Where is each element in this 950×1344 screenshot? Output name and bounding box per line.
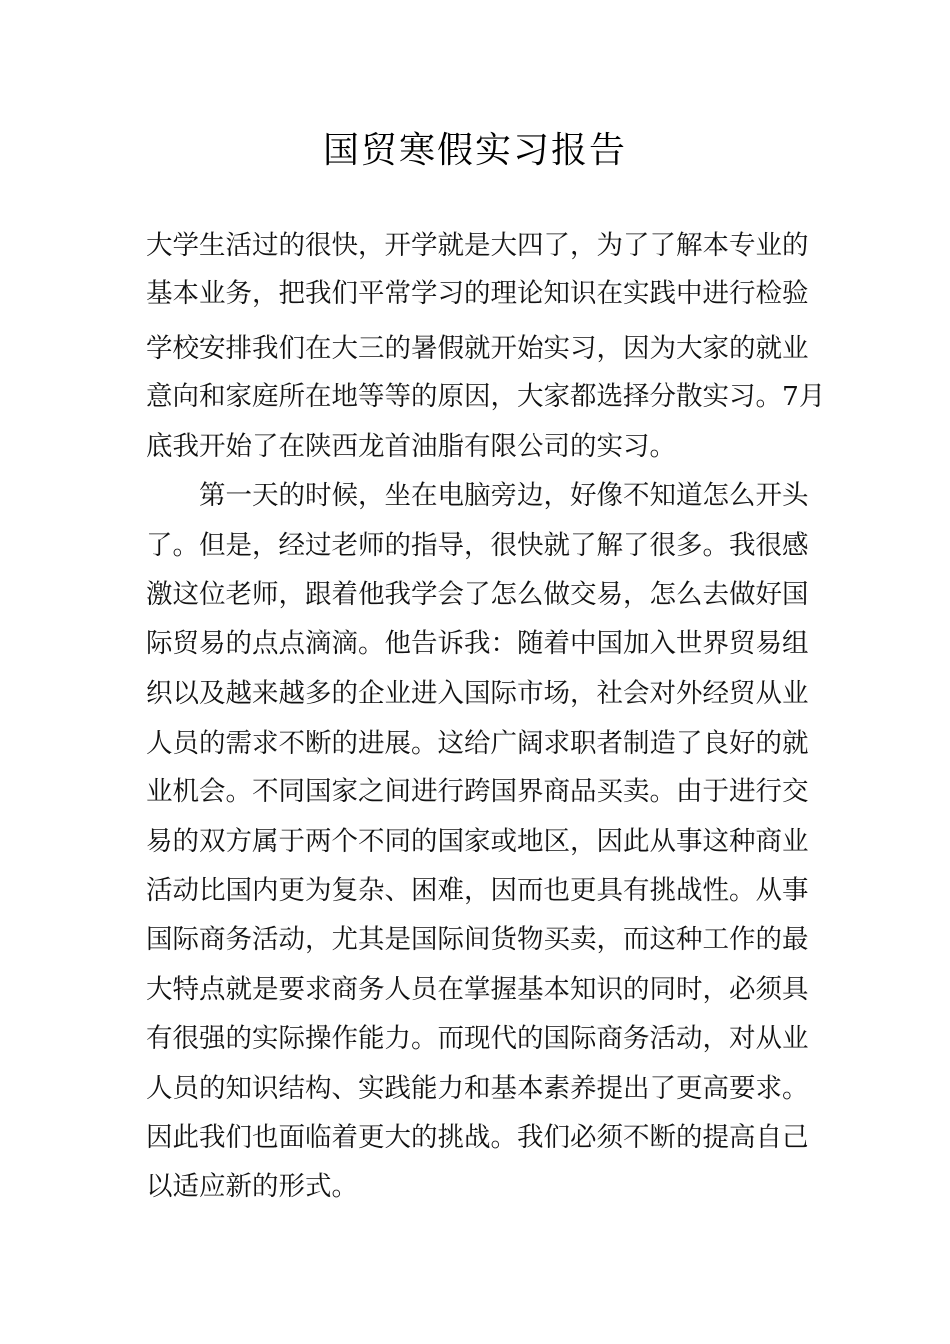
paragraph-line: 底我开始了在陕西龙首油脂有限公司的实习。	[146, 431, 676, 462]
paragraph-line: 业机会。不同国家之间进行跨国界商品买卖。由于进行交	[146, 776, 809, 807]
paragraph-line: 学校安排我们在大三的暑假就开始实习，因为大家的就业	[146, 333, 809, 364]
paragraph-line: 有很强的实际操作能力。而现代的国际商务活动，对从业	[146, 1023, 809, 1054]
paragraph-line: 易的双方属于两个不同的国家或地区，因此从事这种商业	[146, 826, 809, 857]
paragraph-line: 因此我们也面临着更大的挑战。我们必须不断的提高自己	[146, 1122, 809, 1153]
paragraph-line: 人员的知识结构、实践能力和基本素养提出了更高要求。	[146, 1073, 809, 1104]
paragraph-line: 大特点就是要求商务人员在掌握基本知识的同时，必须具	[146, 974, 809, 1005]
paragraph-line: 了。但是，经过老师的指导，很快就了解了很多。我很感	[146, 530, 809, 561]
paragraph-line: 国际商务活动，尤其是国际间货物买卖，而这种工作的最	[146, 924, 809, 955]
paragraph-line: 以适应新的形式。	[146, 1171, 358, 1202]
page-title: 国贸寒假实习报告	[322, 130, 627, 171]
paragraph-line: 第一天的时候，坐在电脑旁边，好像不知道怎么开头	[199, 480, 809, 511]
paragraph-line: 大学生活过的很快，开学就是大四了，为了了解本专业的	[146, 230, 809, 261]
paragraph-line: 际贸易的点点滴滴。他告诉我：随着中国加入世界贸易组	[146, 628, 809, 659]
paragraph-line: 激这位老师，跟着他我学会了怎么做交易，怎么去做好国	[146, 579, 809, 610]
paragraph-line: 织以及越来越多的企业进入国际市场，社会对外经贸从业	[146, 678, 809, 709]
paragraph-line: 意向和家庭所在地等等的原因，大家都选择分散实习。7月	[146, 381, 826, 412]
paragraph-line: 人员的需求不断的进展。这给广阔求职者制造了良好的就	[146, 728, 809, 759]
paragraph-line: 活动比国内更为复杂、困难，因而也更具有挑战性。从事	[146, 875, 809, 906]
paragraph-line: 基本业务，把我们平常学习的理论知识在实践中进行检验	[146, 278, 809, 309]
